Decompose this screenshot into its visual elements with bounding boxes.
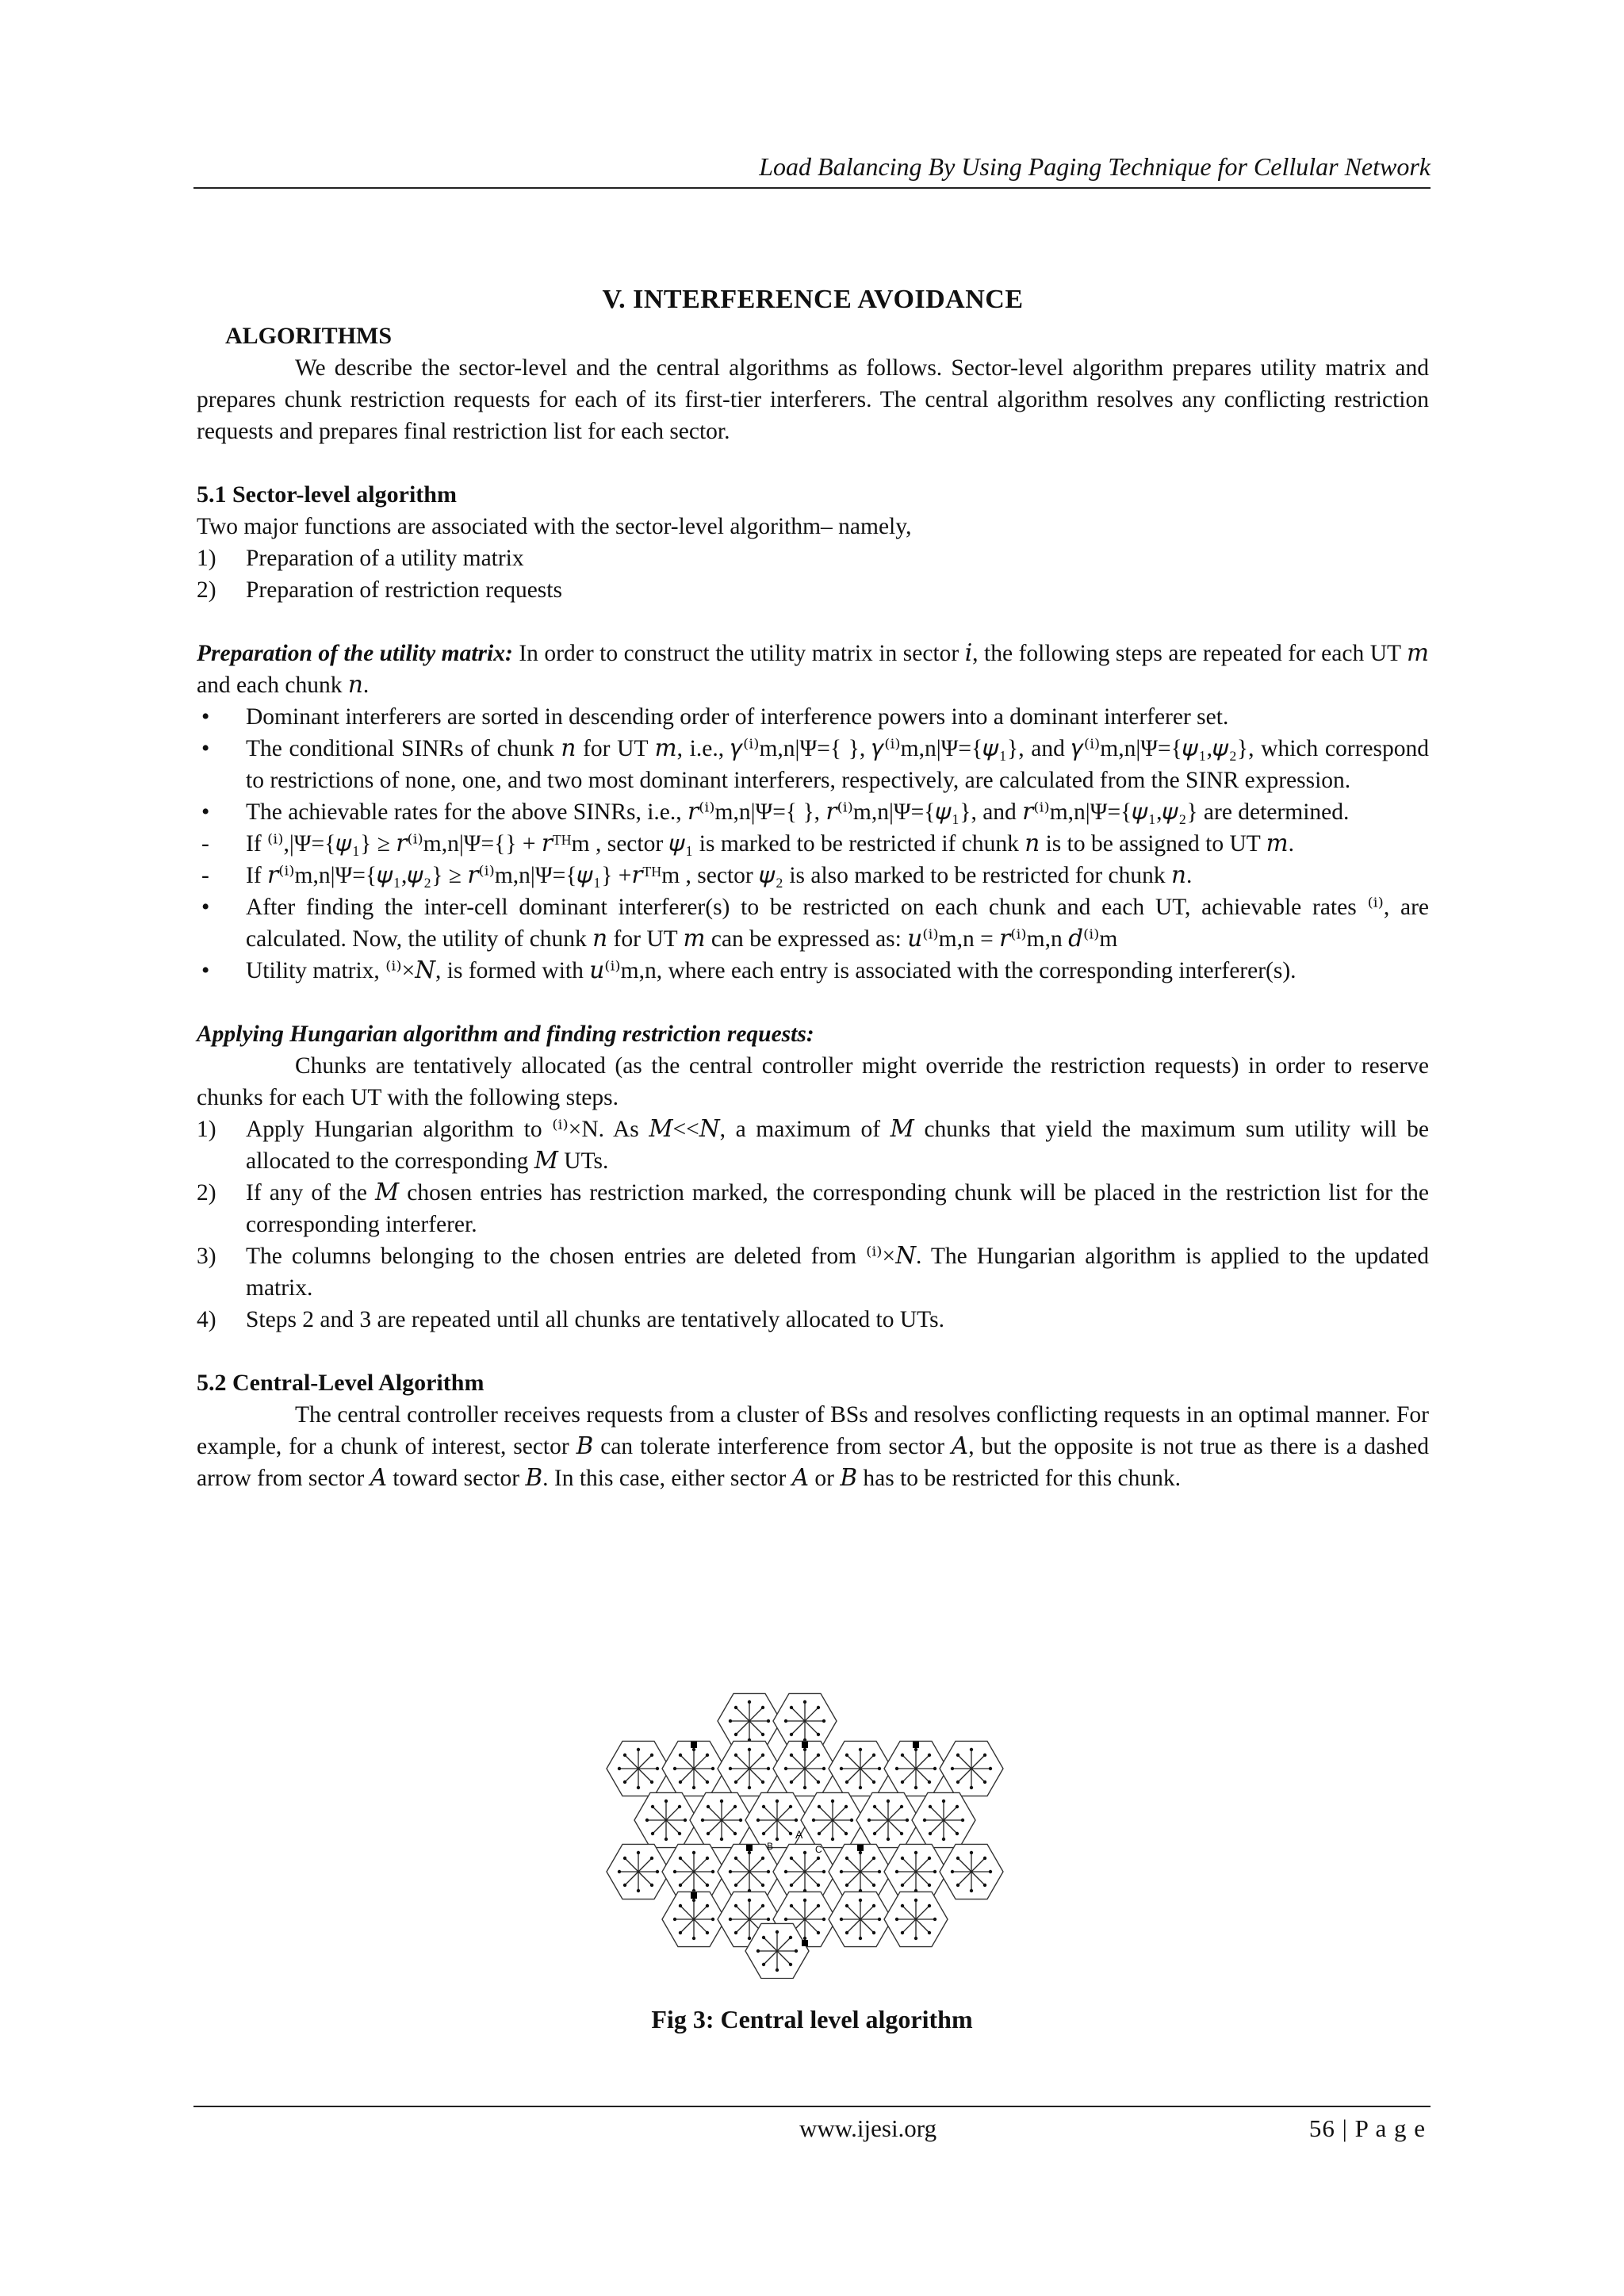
arrow-head bbox=[756, 1949, 760, 1953]
arrow-head bbox=[762, 1805, 765, 1808]
arrow-head bbox=[665, 1800, 668, 1803]
arrow-head bbox=[914, 1851, 917, 1854]
arrow-head bbox=[951, 1767, 954, 1770]
base-station-marker bbox=[691, 1892, 697, 1899]
arrow-head bbox=[679, 1884, 682, 1887]
arrow-head bbox=[817, 1884, 820, 1887]
arrow-head bbox=[734, 1904, 737, 1907]
arrow-head bbox=[956, 1884, 959, 1887]
base-station-marker bbox=[913, 1742, 919, 1748]
arrow-head bbox=[859, 1786, 862, 1789]
arrow-head bbox=[929, 1805, 932, 1808]
arrow-head bbox=[900, 1832, 903, 1835]
arrow-head bbox=[817, 1706, 820, 1709]
arrow-head bbox=[790, 1754, 793, 1757]
arrow-head bbox=[665, 1838, 668, 1841]
arrow-head bbox=[859, 1937, 862, 1940]
arrow-head bbox=[887, 1800, 890, 1803]
arrow-head bbox=[637, 1748, 640, 1751]
arrow-head bbox=[845, 1884, 848, 1887]
arrow-head bbox=[767, 1870, 770, 1873]
section-intro: We describe the sector-level and the central algorithms as follows. Sector-level algorithm prepares utility matrix and prepares chunk restriction requests for each of its first-tier interferers. The central algorithm resolves any conflicting restriction requests and prepares final restriction list for each sector. bbox=[197, 355, 1429, 444]
arrow-head bbox=[734, 1706, 737, 1709]
arrow-head bbox=[859, 1748, 862, 1751]
base-station-marker bbox=[691, 1742, 697, 1748]
arrow-head bbox=[803, 1700, 806, 1704]
hex-cells bbox=[607, 1693, 1003, 1978]
arrow-head bbox=[650, 1754, 653, 1757]
arrow-head bbox=[906, 1819, 909, 1822]
arrow-head bbox=[859, 1851, 862, 1854]
arrow-head bbox=[623, 1754, 626, 1757]
arrow-head bbox=[776, 1838, 779, 1841]
arrow-head bbox=[637, 1786, 640, 1789]
subsection-heading-5-2: 5.2 Central-Level Algorithm bbox=[197, 1370, 485, 1396]
arrow-head bbox=[656, 1870, 659, 1873]
arrow-head bbox=[989, 1767, 992, 1770]
arrow-head bbox=[656, 1767, 659, 1770]
arrow-head bbox=[933, 1870, 936, 1873]
arrow-head bbox=[817, 1931, 820, 1934]
arrow-head bbox=[790, 1857, 793, 1860]
article-body bbox=[197, 284, 1429, 1494]
arrow-head bbox=[817, 1754, 820, 1757]
arrow-head bbox=[872, 1780, 875, 1784]
arrow-head bbox=[651, 1805, 654, 1808]
arrow-head bbox=[812, 1819, 815, 1822]
arrow-head bbox=[840, 1870, 843, 1873]
arrow-head bbox=[901, 1857, 904, 1860]
arrow-head bbox=[845, 1805, 848, 1808]
list-item: 3) The columns belonging to the chosen entries are deleted from ⁽ⁱ⁾×𝑁. The Hungarian algorithm is applied to the updated matrix. bbox=[197, 1244, 1429, 1301]
arrow-head bbox=[707, 1805, 710, 1808]
hungarian-steps bbox=[197, 1114, 1429, 1336]
arrow-head bbox=[895, 1870, 898, 1873]
base-station-marker bbox=[746, 1845, 753, 1851]
arrow-head bbox=[817, 1733, 820, 1736]
sector-label-a: A bbox=[795, 1828, 803, 1841]
arrow-head bbox=[956, 1754, 959, 1757]
arrow-head bbox=[845, 1832, 848, 1835]
list-item: • The conditional SINRs of chunk 𝑛 for UT 𝑚, i.e., 𝛾⁽ⁱ⁾m,n|Ψ={ }, 𝛾⁽ⁱ⁾m,n|Ψ={𝜓₁}, and 𝛾⁽ⁱ⁾m,n|Ψ={𝜓₁,𝜓₂}, which correspond to restrictions of none, one, and two most dominant interferers, respectively, are calculated from the SINR expression. bbox=[201, 736, 1429, 793]
utility-steps bbox=[197, 701, 1429, 987]
arrow-head bbox=[618, 1870, 621, 1873]
arrow-head bbox=[673, 1870, 676, 1873]
arrow-head bbox=[748, 1748, 751, 1751]
arrow-head bbox=[845, 1780, 848, 1784]
arrow-head bbox=[679, 1857, 682, 1860]
arrow-head bbox=[933, 1767, 936, 1770]
arrow-head bbox=[618, 1767, 621, 1770]
arrow-head bbox=[761, 1904, 764, 1907]
arrow-head bbox=[983, 1857, 986, 1860]
arrow-head bbox=[789, 1936, 792, 1939]
arrow-head bbox=[803, 1786, 806, 1789]
arrow-head bbox=[748, 1899, 751, 1902]
section-title: V. INTERFERENCE AVOIDANCE bbox=[602, 285, 1024, 314]
arrow-head bbox=[818, 1832, 821, 1835]
list-item: • The achievable rates for the above SINRs, i.e., 𝑟⁽ⁱ⁾m,n|Ψ={ }, 𝑟⁽ⁱ⁾m,n|Ψ={𝜓₁}, and 𝑟⁽ⁱ⁾m,n|Ψ={𝜓₁,𝜓₂} are determined. bbox=[201, 799, 1350, 825]
arrow-head bbox=[650, 1884, 653, 1887]
arrow-head bbox=[678, 1805, 681, 1808]
arrow-head bbox=[895, 1918, 898, 1921]
arrow-head bbox=[711, 1767, 714, 1770]
arrow-head bbox=[706, 1754, 709, 1757]
page-number: 56 | P a g e bbox=[1308, 2114, 1426, 2142]
arrow-head bbox=[679, 1754, 682, 1757]
arrow-head bbox=[673, 1767, 676, 1770]
arrow-head bbox=[901, 1884, 904, 1887]
arrow-head bbox=[795, 1949, 798, 1953]
arrow-head bbox=[739, 1819, 742, 1822]
arrow-head bbox=[684, 1819, 687, 1822]
arrow-head bbox=[928, 1931, 931, 1934]
arrow-head bbox=[748, 1937, 751, 1940]
arrow-head bbox=[970, 1851, 973, 1854]
arrow-head bbox=[673, 1918, 676, 1921]
arrow-head bbox=[895, 1767, 898, 1770]
arrow-head bbox=[795, 1819, 798, 1822]
list-item: • After finding the inter-cell dominant interferer(s) to be restricted on each chunk and each UT, achievable rates ⁽ⁱ⁾, are calculated. Now, the utility of chunk 𝑛 for UT 𝑚 can be expressed as: 𝑢⁽ⁱ⁾m,n = 𝑟⁽ⁱ⁾m,n 𝑑⁽ⁱ⁾m bbox=[201, 895, 1429, 952]
function-list bbox=[197, 542, 1429, 606]
arrow-head bbox=[790, 1706, 793, 1709]
arrow-head bbox=[850, 1819, 853, 1822]
arrow-head bbox=[872, 1884, 875, 1887]
arrow-head bbox=[734, 1857, 737, 1860]
arrow-head bbox=[983, 1754, 986, 1757]
arrow-head bbox=[928, 1904, 931, 1907]
arrow-head bbox=[803, 1937, 806, 1940]
arrow-head bbox=[859, 1899, 862, 1902]
arrow-head bbox=[734, 1931, 737, 1934]
arrow-head bbox=[623, 1780, 626, 1784]
subsection-heading-5-1: 5.1 Sector-level algorithm bbox=[197, 481, 457, 508]
arrow-head bbox=[706, 1884, 709, 1887]
arrow-head bbox=[748, 1851, 751, 1854]
arrow-head bbox=[784, 1918, 787, 1921]
arrow-head bbox=[733, 1832, 737, 1835]
arrow-head bbox=[706, 1857, 709, 1860]
hexagonal-cell-diagram bbox=[591, 1681, 1019, 1979]
arrow-head bbox=[822, 1918, 825, 1921]
arrow-head bbox=[873, 1805, 876, 1808]
arrow-head bbox=[822, 1719, 825, 1723]
list-item: - If 𝑟⁽ⁱ⁾m,n|Ψ={𝜓₁,𝜓₂} ≥ 𝑟⁽ⁱ⁾m,n|Ψ={𝜓₁} +𝑟ᵀᴴm , sector 𝜓₂ is also marked to be restricted for chunk 𝑛. bbox=[201, 863, 1193, 888]
arrow-head bbox=[901, 1931, 904, 1934]
arrow-head bbox=[767, 1918, 770, 1921]
arrow-head bbox=[831, 1800, 834, 1803]
arrow-head bbox=[831, 1838, 834, 1841]
arrow-head bbox=[942, 1800, 945, 1803]
arrow-head bbox=[989, 1870, 992, 1873]
arrow-head bbox=[701, 1819, 704, 1822]
arrow-head bbox=[784, 1870, 787, 1873]
arrow-head bbox=[761, 1857, 764, 1860]
arrow-head bbox=[900, 1805, 903, 1808]
arrow-head bbox=[845, 1857, 848, 1860]
arrow-head bbox=[711, 1918, 714, 1921]
arrow-head bbox=[678, 1832, 681, 1835]
arrow-head bbox=[970, 1889, 973, 1892]
sector-label-c: C bbox=[815, 1844, 822, 1855]
arrow-head bbox=[748, 1700, 751, 1704]
hungarian-intro: Chunks are tentatively allocated (as the central controller might override the restriction requests) in order to reserve chunks for each UT with the following steps. bbox=[197, 1053, 1429, 1110]
arrow-head bbox=[887, 1838, 890, 1841]
arrow-head bbox=[822, 1870, 825, 1873]
arrow-head bbox=[784, 1719, 787, 1723]
arrow-head bbox=[761, 1780, 764, 1784]
arrow-head bbox=[878, 1918, 881, 1921]
arrow-head bbox=[928, 1884, 931, 1887]
subsection-lead: Two major functions are associated with the sector-level algorithm– namely, bbox=[197, 514, 912, 539]
header-divider bbox=[193, 187, 1431, 189]
arrow-head bbox=[707, 1832, 710, 1835]
central-paragraph: The central controller receives requests from a cluster of BSs and resolves conflicting requests in an optimal manner. For example, for a chunk of interest, sector 𝐵 can tolerate interference from sector 𝐴, but the opposite is not true as there is a dashed arrow from sector 𝐴 toward sector 𝐵. In this case, either sector 𝐴 or 𝐵 has to be restricted for this chunk. bbox=[197, 1402, 1429, 1491]
arrow-head bbox=[776, 1930, 779, 1934]
arrow-head bbox=[623, 1857, 626, 1860]
arrow-head bbox=[790, 1884, 793, 1887]
arrow-head bbox=[803, 1851, 806, 1854]
list-item: 1) Apply Hungarian algorithm to ⁽ⁱ⁾×N. As 𝑀<<𝑁, a maximum of 𝑀 chunks that yield the maximum sum utility will be allocated to the corresponding 𝑀 UTs. bbox=[197, 1117, 1429, 1174]
arrow-head bbox=[734, 1884, 737, 1887]
arrow-head bbox=[983, 1780, 986, 1784]
arrow-head bbox=[901, 1904, 904, 1907]
arrow-head bbox=[692, 1786, 695, 1789]
arrow-head bbox=[692, 1899, 695, 1902]
arrow-head bbox=[868, 1819, 871, 1822]
arrow-head bbox=[951, 1870, 954, 1873]
list-item: • Dominant interferers are sorted in descending order of interference powers into a dominant interferer set. bbox=[201, 704, 1229, 730]
arrow-head bbox=[729, 1870, 732, 1873]
arrow-head bbox=[734, 1754, 737, 1757]
arrow-head bbox=[914, 1748, 917, 1751]
hungarian-heading: Applying Hungarian algorithm and finding restriction requests: bbox=[197, 1022, 814, 1047]
arrow-head bbox=[845, 1931, 848, 1934]
arrow-head bbox=[711, 1870, 714, 1873]
arrow-head bbox=[956, 1832, 959, 1835]
arrow-head bbox=[929, 1832, 932, 1835]
arrow-head bbox=[961, 1819, 964, 1822]
arrow-head bbox=[872, 1754, 875, 1757]
arrow-head bbox=[762, 1963, 765, 1966]
arrow-head bbox=[956, 1857, 959, 1860]
arrow-head bbox=[914, 1937, 917, 1940]
arrow-head bbox=[761, 1884, 764, 1887]
arrow-head bbox=[637, 1889, 640, 1892]
running-header: Load Balancing By Using Paging Technique for Cellular Network bbox=[759, 152, 1431, 181]
list-item: 2) If any of the 𝑀 chosen entries has restriction marked, the corresponding chunk will be placed in the restriction list for the corresponding interferer. bbox=[197, 1180, 1429, 1237]
arrow-head bbox=[706, 1931, 709, 1934]
arrow-head bbox=[767, 1767, 770, 1770]
arrow-head bbox=[706, 1904, 709, 1907]
arrow-head bbox=[692, 1851, 695, 1854]
arrow-head bbox=[983, 1884, 986, 1887]
arrow-head bbox=[651, 1832, 654, 1835]
arrow-head bbox=[817, 1904, 820, 1907]
arrow-head bbox=[756, 1819, 760, 1822]
arrow-head bbox=[637, 1851, 640, 1854]
arrow-head bbox=[933, 1918, 936, 1921]
arrow-head bbox=[956, 1780, 959, 1784]
list-item: 2) Preparation of restriction requests bbox=[197, 577, 562, 603]
arrow-head bbox=[784, 1767, 787, 1770]
arrow-head bbox=[840, 1918, 843, 1921]
arrow-head bbox=[872, 1904, 875, 1907]
arrow-head bbox=[790, 1733, 793, 1736]
arrow-head bbox=[776, 1968, 779, 1972]
arrow-head bbox=[650, 1780, 653, 1784]
arrow-head bbox=[878, 1870, 881, 1873]
arrow-head bbox=[901, 1780, 904, 1784]
arrow-head bbox=[878, 1767, 881, 1770]
arrow-head bbox=[729, 1918, 732, 1921]
arrow-head bbox=[970, 1748, 973, 1751]
arrow-head bbox=[650, 1857, 653, 1860]
base-station-marker bbox=[802, 1742, 808, 1748]
arrow-head bbox=[872, 1931, 875, 1934]
arrow-head bbox=[956, 1805, 959, 1808]
arrow-head bbox=[679, 1904, 682, 1907]
arrow-head bbox=[762, 1832, 765, 1835]
sector-label-b: B bbox=[767, 1841, 774, 1852]
arrow-head bbox=[761, 1706, 764, 1709]
utility-heading: Preparation of the utility matrix: bbox=[197, 641, 513, 666]
arrow-head bbox=[679, 1780, 682, 1784]
arrow-head bbox=[942, 1838, 945, 1841]
arrow-head bbox=[734, 1733, 737, 1736]
arrow-head bbox=[762, 1936, 765, 1939]
arrow-head bbox=[692, 1937, 695, 1940]
arrow-head bbox=[720, 1800, 723, 1803]
arrow-head bbox=[790, 1904, 793, 1907]
arrow-head bbox=[818, 1805, 821, 1808]
arrow-head bbox=[706, 1780, 709, 1784]
arrow-head bbox=[645, 1819, 649, 1822]
arrow-head bbox=[873, 1832, 876, 1835]
base-station-marker bbox=[857, 1845, 864, 1851]
arrow-head bbox=[748, 1786, 751, 1789]
arrow-head bbox=[767, 1719, 770, 1723]
arrow-head bbox=[733, 1805, 737, 1808]
utility-paragraph: Preparation of the utility matrix: In order to construct the utility matrix in sector 𝑖, the following steps are repeated for each UT 𝑚 and each chunk 𝑛. bbox=[197, 641, 1429, 698]
arrow-head bbox=[789, 1805, 792, 1808]
arrow-head bbox=[679, 1931, 682, 1934]
arrow-head bbox=[803, 1748, 806, 1751]
arrow-head bbox=[928, 1754, 931, 1757]
arrow-head bbox=[761, 1733, 764, 1736]
arrow-head bbox=[817, 1857, 820, 1860]
list-item: 4) Steps 2 and 3 are repeated until all chunks are tentatively allocated to UTs. bbox=[197, 1307, 944, 1332]
section-subtitle: ALGORITHMS bbox=[225, 323, 393, 349]
arrow-head bbox=[914, 1786, 917, 1789]
arrow-head bbox=[914, 1899, 917, 1902]
arrow-head bbox=[776, 1800, 779, 1803]
arrow-head bbox=[872, 1857, 875, 1860]
list-item: - If ⁽ⁱ⁾,|Ψ={𝜓₁} ≥ 𝑟⁽ⁱ⁾m,n|Ψ={} + 𝑟ᵀᴴm , sector 𝜓₁ is marked to be restricted if chunk 𝑛 is to be assigned to UT 𝑚. bbox=[201, 831, 1294, 857]
arrow-head bbox=[734, 1780, 737, 1784]
arrow-head bbox=[817, 1780, 820, 1784]
figure-caption: Fig 3: Central level algorithm bbox=[651, 2005, 973, 2033]
arrow-head bbox=[761, 1754, 764, 1757]
footer-url: www.ijesi.org bbox=[799, 2114, 937, 2142]
arrow-head bbox=[623, 1884, 626, 1887]
arrow-head bbox=[840, 1767, 843, 1770]
arrow-head bbox=[803, 1899, 806, 1902]
arrow-head bbox=[720, 1838, 723, 1841]
arrow-head bbox=[692, 1748, 695, 1751]
arrow-head bbox=[789, 1832, 792, 1835]
arrow-head bbox=[789, 1963, 792, 1966]
arrow-head bbox=[928, 1857, 931, 1860]
arrow-head bbox=[845, 1754, 848, 1757]
arrow-head bbox=[729, 1719, 732, 1723]
arrow-head bbox=[970, 1786, 973, 1789]
base-station-marker bbox=[802, 1940, 808, 1946]
arrow-head bbox=[822, 1767, 825, 1770]
arrow-head bbox=[928, 1780, 931, 1784]
arrow-head bbox=[845, 1904, 848, 1907]
arrow-head bbox=[901, 1754, 904, 1757]
list-item: 1) Preparation of a utility matrix bbox=[197, 546, 524, 571]
list-item: • Utility matrix, ⁽ⁱ⁾×𝑁, is formed with 𝑢⁽ⁱ⁾m,n, where each entry is associated with the corresponding interferer(s). bbox=[201, 958, 1297, 983]
footer-divider bbox=[193, 2106, 1431, 2107]
arrow-head bbox=[790, 1780, 793, 1784]
arrow-head bbox=[923, 1819, 926, 1822]
arrow-head bbox=[729, 1767, 732, 1770]
